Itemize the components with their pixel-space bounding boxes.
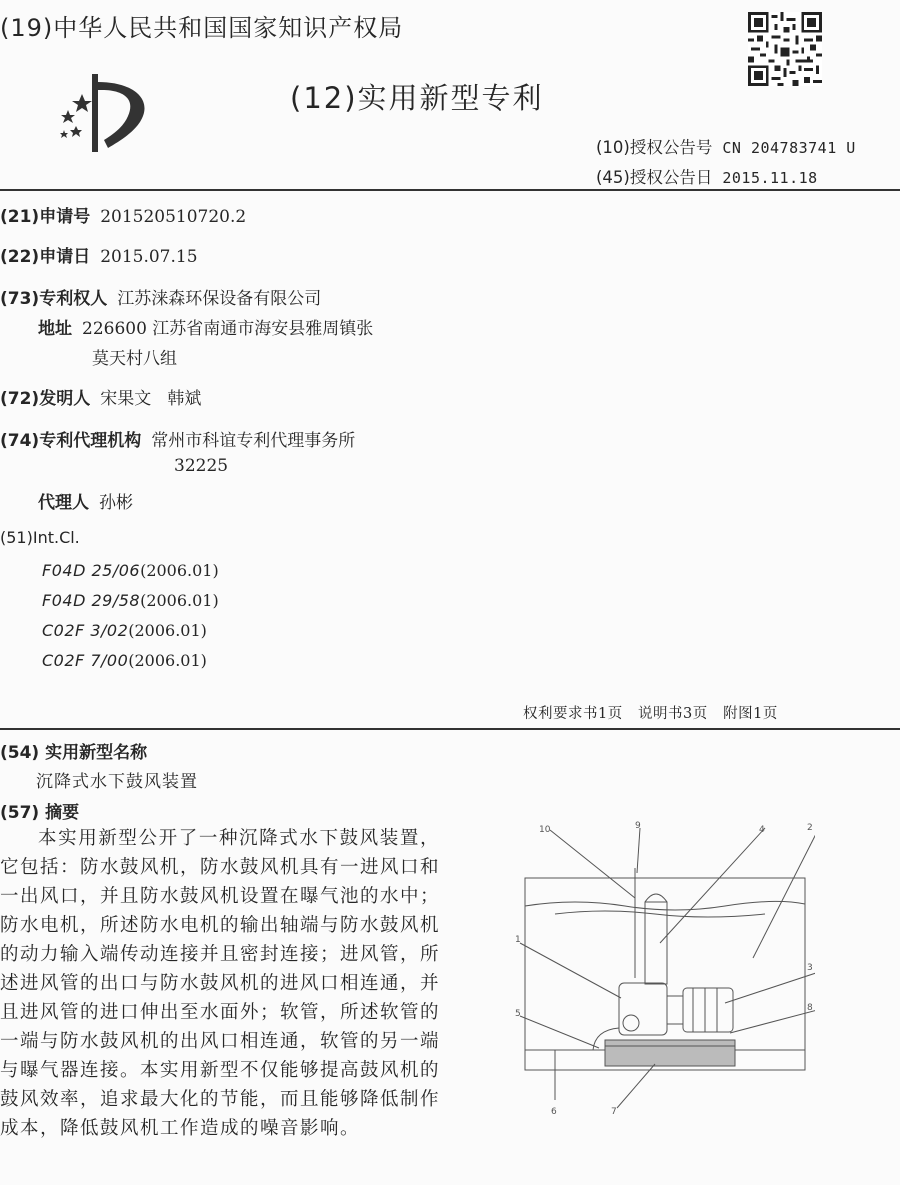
patent-agency xyxy=(0,426,355,451)
ipc-code: C02F 7/00 xyxy=(42,651,129,670)
qr-code-icon[interactable] xyxy=(748,12,822,86)
publication-date-value: 2015.11.18 xyxy=(722,169,818,187)
ipc-version: (2006.01) xyxy=(140,561,219,580)
ipc-code: F04D 29/58 xyxy=(42,591,141,610)
patent-office-name: (19)中华人民共和国国家知识产权局 xyxy=(0,14,404,42)
agency-code: 32225 xyxy=(174,456,229,476)
application-date-label: (22)申请日 xyxy=(0,247,91,267)
drawing-label: 8 xyxy=(807,1003,813,1013)
drawing-label: 7 xyxy=(611,1107,617,1117)
ipc-version: (2006.01) xyxy=(128,621,207,640)
patentee-value: 江苏涞森环保设备有限公司 xyxy=(117,289,322,309)
agent-label: 代理人 xyxy=(38,493,89,513)
ipc-version: (2006.01) xyxy=(128,651,207,670)
address xyxy=(38,314,373,339)
address-line-2: 莫天村八组 xyxy=(92,349,177,369)
drawing-label: 1 xyxy=(515,935,521,945)
ipc-code: C02F 3/02 xyxy=(42,621,129,640)
page-counts: 权利要求书1页 说明书3页 附图1页 xyxy=(523,706,778,722)
application-date xyxy=(0,242,198,267)
document-type-title: (12)实用新型专利 xyxy=(290,81,544,115)
inventor-label: (72)发明人 xyxy=(0,389,91,409)
drawing-label: 2 xyxy=(807,823,813,833)
agent xyxy=(38,488,133,513)
application-number-label: (21)申请号 xyxy=(0,207,91,227)
agency-value: 常州市科谊专利代理事务所 xyxy=(151,431,356,451)
patentee-label: (73)专利权人 xyxy=(0,289,108,309)
address-line-1: 226600 江苏省南通市海安县雅周镇张 xyxy=(82,319,374,339)
drawing-label: 3 xyxy=(807,963,813,973)
inventor-value: 宋果文 韩斌 xyxy=(100,389,202,409)
publication-number-value: CN 204783741 U xyxy=(722,139,856,157)
ipc-code: F04D 25/06 xyxy=(42,561,141,580)
drawing-label: 10 xyxy=(539,825,551,835)
ipc-label: (51)Int.Cl. xyxy=(0,528,80,547)
ipc-item xyxy=(42,621,207,640)
agency-label: (74)专利代理机构 xyxy=(0,431,142,451)
publication-number-label: (10)授权公告号 xyxy=(596,138,713,157)
ipc-version: (2006.01) xyxy=(140,591,219,610)
utility-model-title-label: (54) 实用新型名称 xyxy=(0,743,148,763)
ipc-item xyxy=(42,651,207,670)
drawing-label: 6 xyxy=(551,1107,557,1117)
patentee xyxy=(0,284,321,309)
header-divider xyxy=(0,189,900,191)
utility-model-title: 沉降式水下鼓风装置 xyxy=(36,772,198,792)
representative-drawing xyxy=(515,818,815,1118)
publication-date-label: (45)授权公告日 xyxy=(596,168,713,187)
biblio-divider xyxy=(0,728,900,730)
application-number xyxy=(0,202,246,227)
application-date-value: 2015.07.15 xyxy=(100,247,198,267)
publication-date-row xyxy=(596,164,818,188)
cnipa-logo-icon xyxy=(52,70,160,156)
abstract-text: 本实用新型公开了一种沉降式水下鼓风装置，它包括：防水鼓风机，防水鼓风机具有一进风口和一出风口，并且防水鼓风机设置在曝气池的水中；防水电机，所述防水电机的输出轴端与防水鼓风机的动力输入端传动连接并且密封连接；进风管，所述进风管的出口与防水鼓风机的进风口相连通，并且进风管的进口伸出至水面外；软管，所述软管的一端与防水鼓风机的出风口相连通，软管的另一端与曝气器连接。本实用新型不仅能够提高鼓风机的鼓风效率，追求最大化的节能，而且能够降低制作成本，降低鼓风机工作造成的噪音影响。 xyxy=(0,828,441,1139)
agent-value: 孙彬 xyxy=(99,493,133,513)
application-number-value: 201520510720.2 xyxy=(100,207,247,227)
publication-number-row xyxy=(596,134,856,158)
drawing-label: 5 xyxy=(515,1009,521,1019)
address-label: 地址 xyxy=(38,319,72,339)
drawing-label: 4 xyxy=(759,825,765,835)
drawing-label: 9 xyxy=(635,821,641,831)
ipc-item xyxy=(42,561,219,580)
inventors xyxy=(0,384,201,409)
ipc-item xyxy=(42,591,219,610)
abstract-label: (57) 摘要 xyxy=(0,803,80,823)
